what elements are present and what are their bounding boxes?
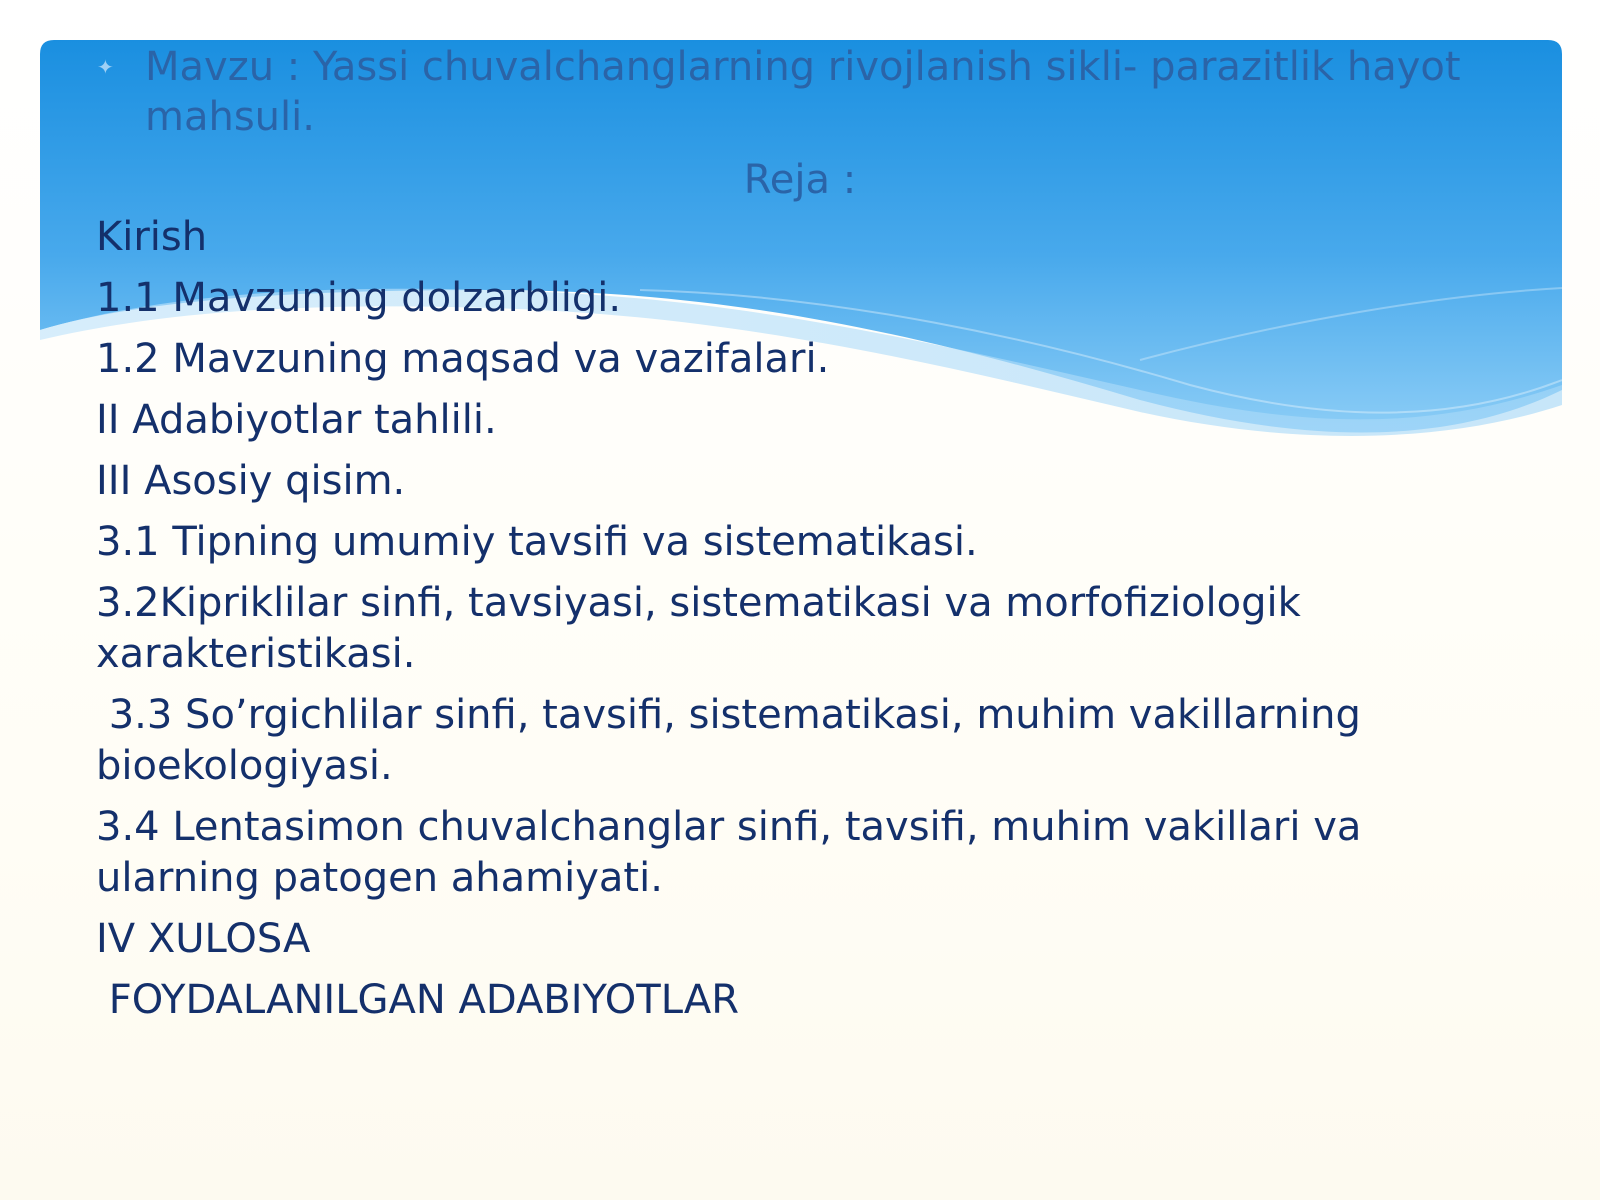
- plan-item: 3.3 So’rgichlilar sinfi, tavsifi, sistematikasi, muhim vakillarning bioekologiyasi.: [96, 692, 1374, 789]
- plan-item: 1.2 Mavzuning maqsad va vazifalari.: [96, 336, 830, 382]
- star-bullet-icon: ✦: [97, 55, 114, 79]
- plan-item: 3.1 Tipning umumiy tavsifi va sistematikasi.: [96, 519, 978, 565]
- slide-title: Mavzu : Yassi chuvalchanglarning rivojlanish sikli- parazitlik hayot mahsuli.: [145, 44, 1461, 140]
- plan-list: [96, 212, 1536, 1036]
- plan-item: 3.2Kipriklilar sinfi, tavsiyasi, sistematikasi va morfofiziologik xarakteristikasi.: [96, 580, 1314, 677]
- plan-item: 3.4 Lentasimon chuvalchanglar sinfi, tavsifi, muhim vakillari va ularning patogen ahamiyati.: [96, 804, 1375, 901]
- plan-item: II Adabiyotlar tahlili.: [96, 397, 497, 443]
- plan-item: Kirish: [96, 214, 208, 260]
- plan-item: IV XULOSA: [96, 916, 311, 962]
- plan-heading: Reja :: [743, 157, 857, 203]
- plan-item: FOYDALANILGAN ADABIYOTLAR: [96, 977, 740, 1023]
- plan-item: 1.1 Mavzuning dolzarbligi.: [96, 275, 622, 321]
- plan-item: III Asosiy qisim.: [96, 458, 406, 504]
